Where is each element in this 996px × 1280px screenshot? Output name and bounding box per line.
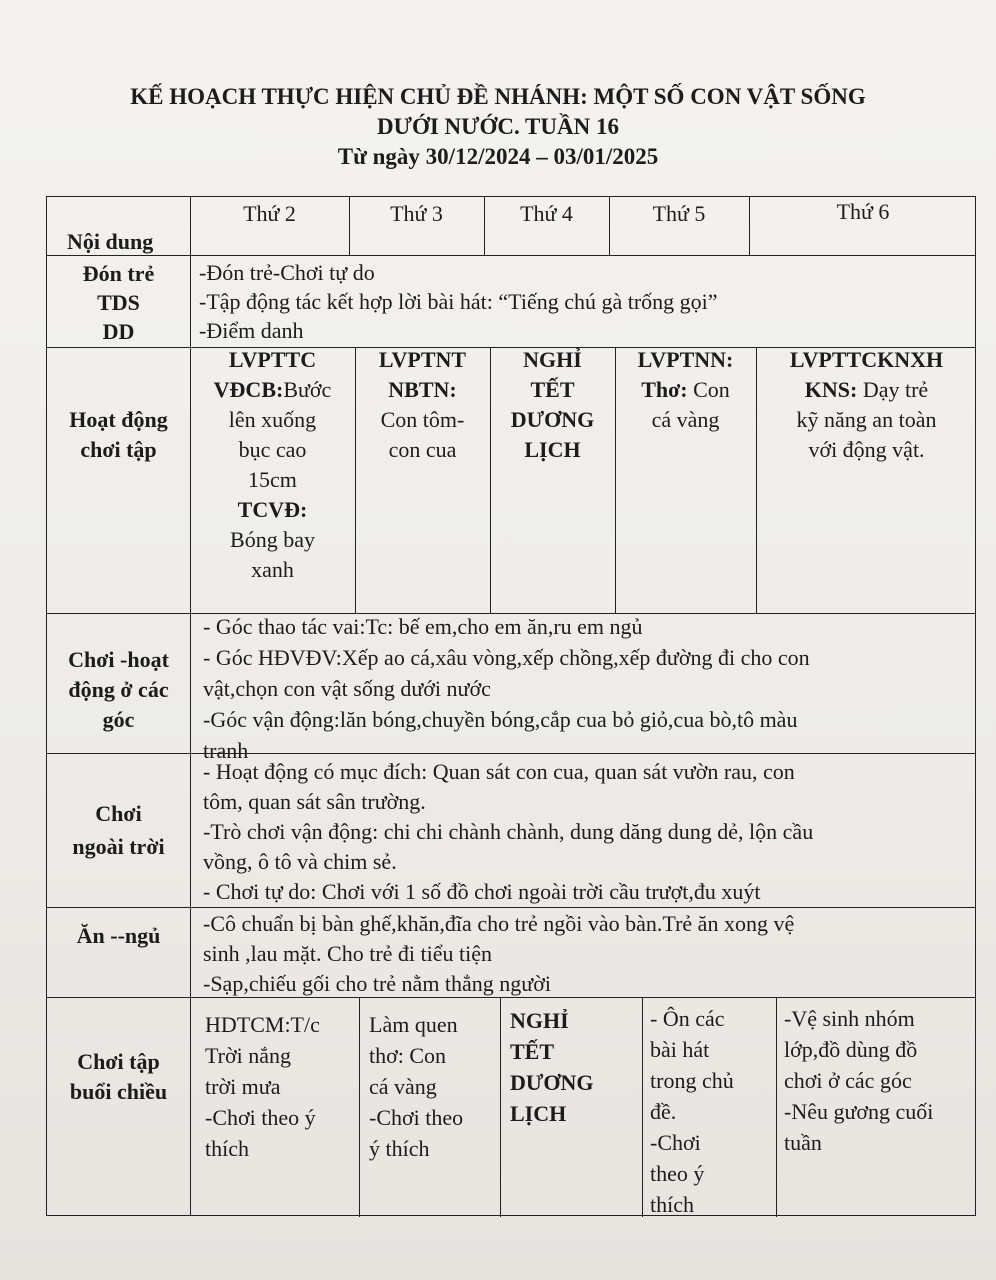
text-line: -Chơi: [650, 1130, 701, 1155]
text-line: -Trò chơi vận động: chi chi chành chành, dung dăng dung dẻ, lộn cầu: [203, 819, 814, 844]
text-line: vật,chọn con vật sống dưới nước: [203, 676, 491, 701]
label-line: động ở các: [68, 677, 169, 702]
text-line: kỹ năng an toàn: [796, 407, 937, 432]
chieu-thu-4: [510, 1005, 594, 1129]
an-ngu-content: [203, 909, 794, 999]
text-line: TẾT: [530, 377, 575, 402]
header-thu-2: Thứ 2: [243, 201, 296, 226]
label-line: góc: [102, 707, 135, 732]
chieu-thu-6: [784, 1003, 933, 1158]
plan-title: KẾ HOẠCH THỰC HIỆN CHỦ ĐỀ NHÁNH: MỘT SỐ CON VẬT SỐNG: [130, 84, 866, 109]
text-line: NGHỈ: [510, 1008, 569, 1033]
text-line: chơi ở các góc: [784, 1068, 912, 1093]
text-line: vồng, ô tô và chim sẻ.: [203, 849, 397, 874]
header-noi-dung: Nội dung: [67, 229, 154, 254]
text-line: lên xuống: [228, 407, 317, 432]
text-line: -Chơi theo ý: [205, 1105, 316, 1130]
label-line: Chơi -hoạt: [68, 647, 169, 672]
text-line: đề.: [650, 1099, 677, 1124]
label-line: Hoạt động: [69, 407, 168, 432]
text-line: NGHỈ: [523, 347, 582, 372]
text-line: với động vật.: [808, 437, 925, 462]
text-line: bài hát: [650, 1037, 710, 1062]
label-line: buổi chiều: [69, 1079, 168, 1104]
text-span: Bước: [283, 377, 332, 402]
text-line: xanh: [251, 557, 294, 582]
text-line: trời mưa: [205, 1074, 281, 1099]
plan-date-range: Từ ngày 30/12/2024 – 03/01/2025: [337, 144, 659, 169]
text-line: cá vàng: [369, 1074, 437, 1099]
text-line: Làm quen: [369, 1012, 458, 1037]
header-thu-5: Thứ 5: [652, 201, 706, 226]
text-line: -Chơi theo: [369, 1105, 464, 1130]
label-line: Đón trẻ: [82, 261, 155, 286]
text-line: DƯƠNG: [510, 407, 595, 432]
row-label-don-tre: [47, 259, 190, 346]
text-line: Trời nắng: [205, 1043, 292, 1068]
text-line: theo ý: [650, 1161, 705, 1186]
text-line: -Góc vận động:lăn bóng,chuyền bóng,cắp cua bỏ giỏ,cua bò,tô màu: [203, 707, 798, 732]
col-divider: [776, 997, 777, 1217]
col-divider: [500, 997, 501, 1217]
text-span: Dạy trẻ: [857, 377, 929, 402]
text-line: thích: [650, 1192, 694, 1217]
don-tre-content: [199, 258, 718, 345]
text-span: Con: [687, 377, 730, 402]
header-thu-6: Thứ 6: [836, 199, 890, 224]
row-label-an-ngu: Ăn --ngủ: [76, 923, 161, 948]
text-line: thơ: Con: [369, 1043, 447, 1068]
text-line: ý thích: [369, 1136, 430, 1161]
label-line: Chơi: [95, 801, 142, 826]
text-line: thích: [205, 1136, 249, 1161]
text-line: - Hoạt động có mục đích: Quan sát con cua, quan sát vườn rau, con: [203, 759, 795, 784]
row-divider: [47, 255, 975, 256]
text-line: -Cô chuẩn bị bàn ghế,khăn,đĩa cho trẻ ngồi vào bàn.Trẻ ăn xong vệ: [203, 911, 795, 936]
text-line: tranh: [203, 738, 249, 763]
text-line: bục cao: [238, 437, 307, 462]
col-divider: [359, 997, 360, 1217]
chieu-thu-2: [205, 1009, 320, 1164]
text-line: HDTCM:T/c: [205, 1012, 320, 1037]
row-divider: [47, 907, 975, 908]
text-bold: Thơ:: [641, 377, 688, 402]
label-line: TDS: [97, 290, 140, 315]
text-line: -Điểm danh: [199, 318, 304, 343]
chieu-thu-3: [369, 1009, 463, 1164]
ngoai-troi-content: [203, 757, 813, 907]
text-line: LVPTTC: [228, 347, 317, 372]
text-line: cá vàng: [651, 407, 720, 432]
text-line: LỊCH: [510, 1101, 567, 1126]
text-bold: VĐCB:: [213, 377, 284, 402]
header-thu-3: Thứ 3: [390, 201, 443, 226]
text-line: Bóng bay: [230, 527, 315, 552]
schedule-table: [46, 196, 976, 1216]
text-line: LỊCH: [524, 437, 581, 462]
text-line: tuần: [784, 1130, 822, 1155]
hoat-dong-thu-3: [355, 345, 490, 465]
text-line: trong chủ: [650, 1068, 734, 1093]
label-line: DD: [102, 319, 135, 344]
text-line: DƯƠNG: [510, 1070, 594, 1095]
hoat-dong-thu-2: [190, 345, 355, 585]
hoat-dong-thu-5: [615, 345, 756, 435]
text-line: lớp,đồ dùng đồ: [784, 1037, 918, 1062]
text-line: TẾT: [510, 1039, 555, 1064]
text-line: sinh ,lau mặt. Cho trẻ đi tiểu tiện: [203, 941, 493, 966]
text-line: 15cm: [248, 467, 297, 492]
plan-subtitle: DƯỚI NƯỚC. TUẦN 16: [377, 114, 619, 139]
row-label-ngoai-troi: [47, 797, 190, 863]
hoat-dong-thu-4: [490, 345, 615, 465]
text-line: LVPTTCKNXH: [789, 347, 944, 372]
text-line: -Nêu gương cuối: [784, 1099, 934, 1124]
label-line: ngoài trời: [72, 834, 165, 859]
text-line: tôm, quan sát sân trường.: [203, 789, 426, 814]
text-line: Con tôm-: [380, 407, 465, 432]
choi-goc-content: [203, 611, 810, 766]
text-line: TCVĐ:: [237, 497, 308, 522]
row-label-hoat-dong: [47, 405, 190, 465]
row-label-chieu: [47, 1047, 190, 1107]
chieu-thu-5: [650, 1003, 734, 1220]
text-line: NBTN:: [388, 377, 457, 402]
text-line: - Ôn các: [650, 1006, 725, 1031]
text-line: - Góc thao tác vai:Tc: bế em,cho em ăn,ru em ngủ: [203, 614, 643, 639]
label-line: chơi tập: [80, 437, 157, 462]
text-line: -Tập động tác kết hợp lời bài hát: “Tiếng chú gà trống gọi”: [199, 289, 718, 314]
text-line: con cua: [388, 437, 457, 462]
label-line: Chơi tập: [77, 1049, 160, 1074]
text-bold: KNS:: [804, 377, 858, 402]
col-divider: [642, 997, 643, 1217]
row-label-choi-goc: [47, 645, 190, 735]
header-thu-4: Thứ 4: [520, 201, 573, 226]
text-line: LVPTNN:: [637, 347, 734, 372]
text-line: -Vệ sinh nhóm: [784, 1006, 915, 1031]
hoat-dong-thu-6: [756, 345, 977, 465]
text-line: - Góc HĐVĐV:Xếp ao cá,xâu vòng,xếp chồng,xếp đường đi cho con: [203, 645, 810, 670]
text-line: -Đón trẻ-Chơi tự do: [199, 260, 375, 285]
text-line: LVPTNT: [378, 347, 467, 372]
text-line: -Sạp,chiếu gối cho trẻ nằm thẳng người: [203, 971, 551, 996]
text-line: - Chơi tự do: Chơi với 1 số đồ chơi ngoài trời cầu trượt,đu xuýt: [203, 879, 761, 904]
